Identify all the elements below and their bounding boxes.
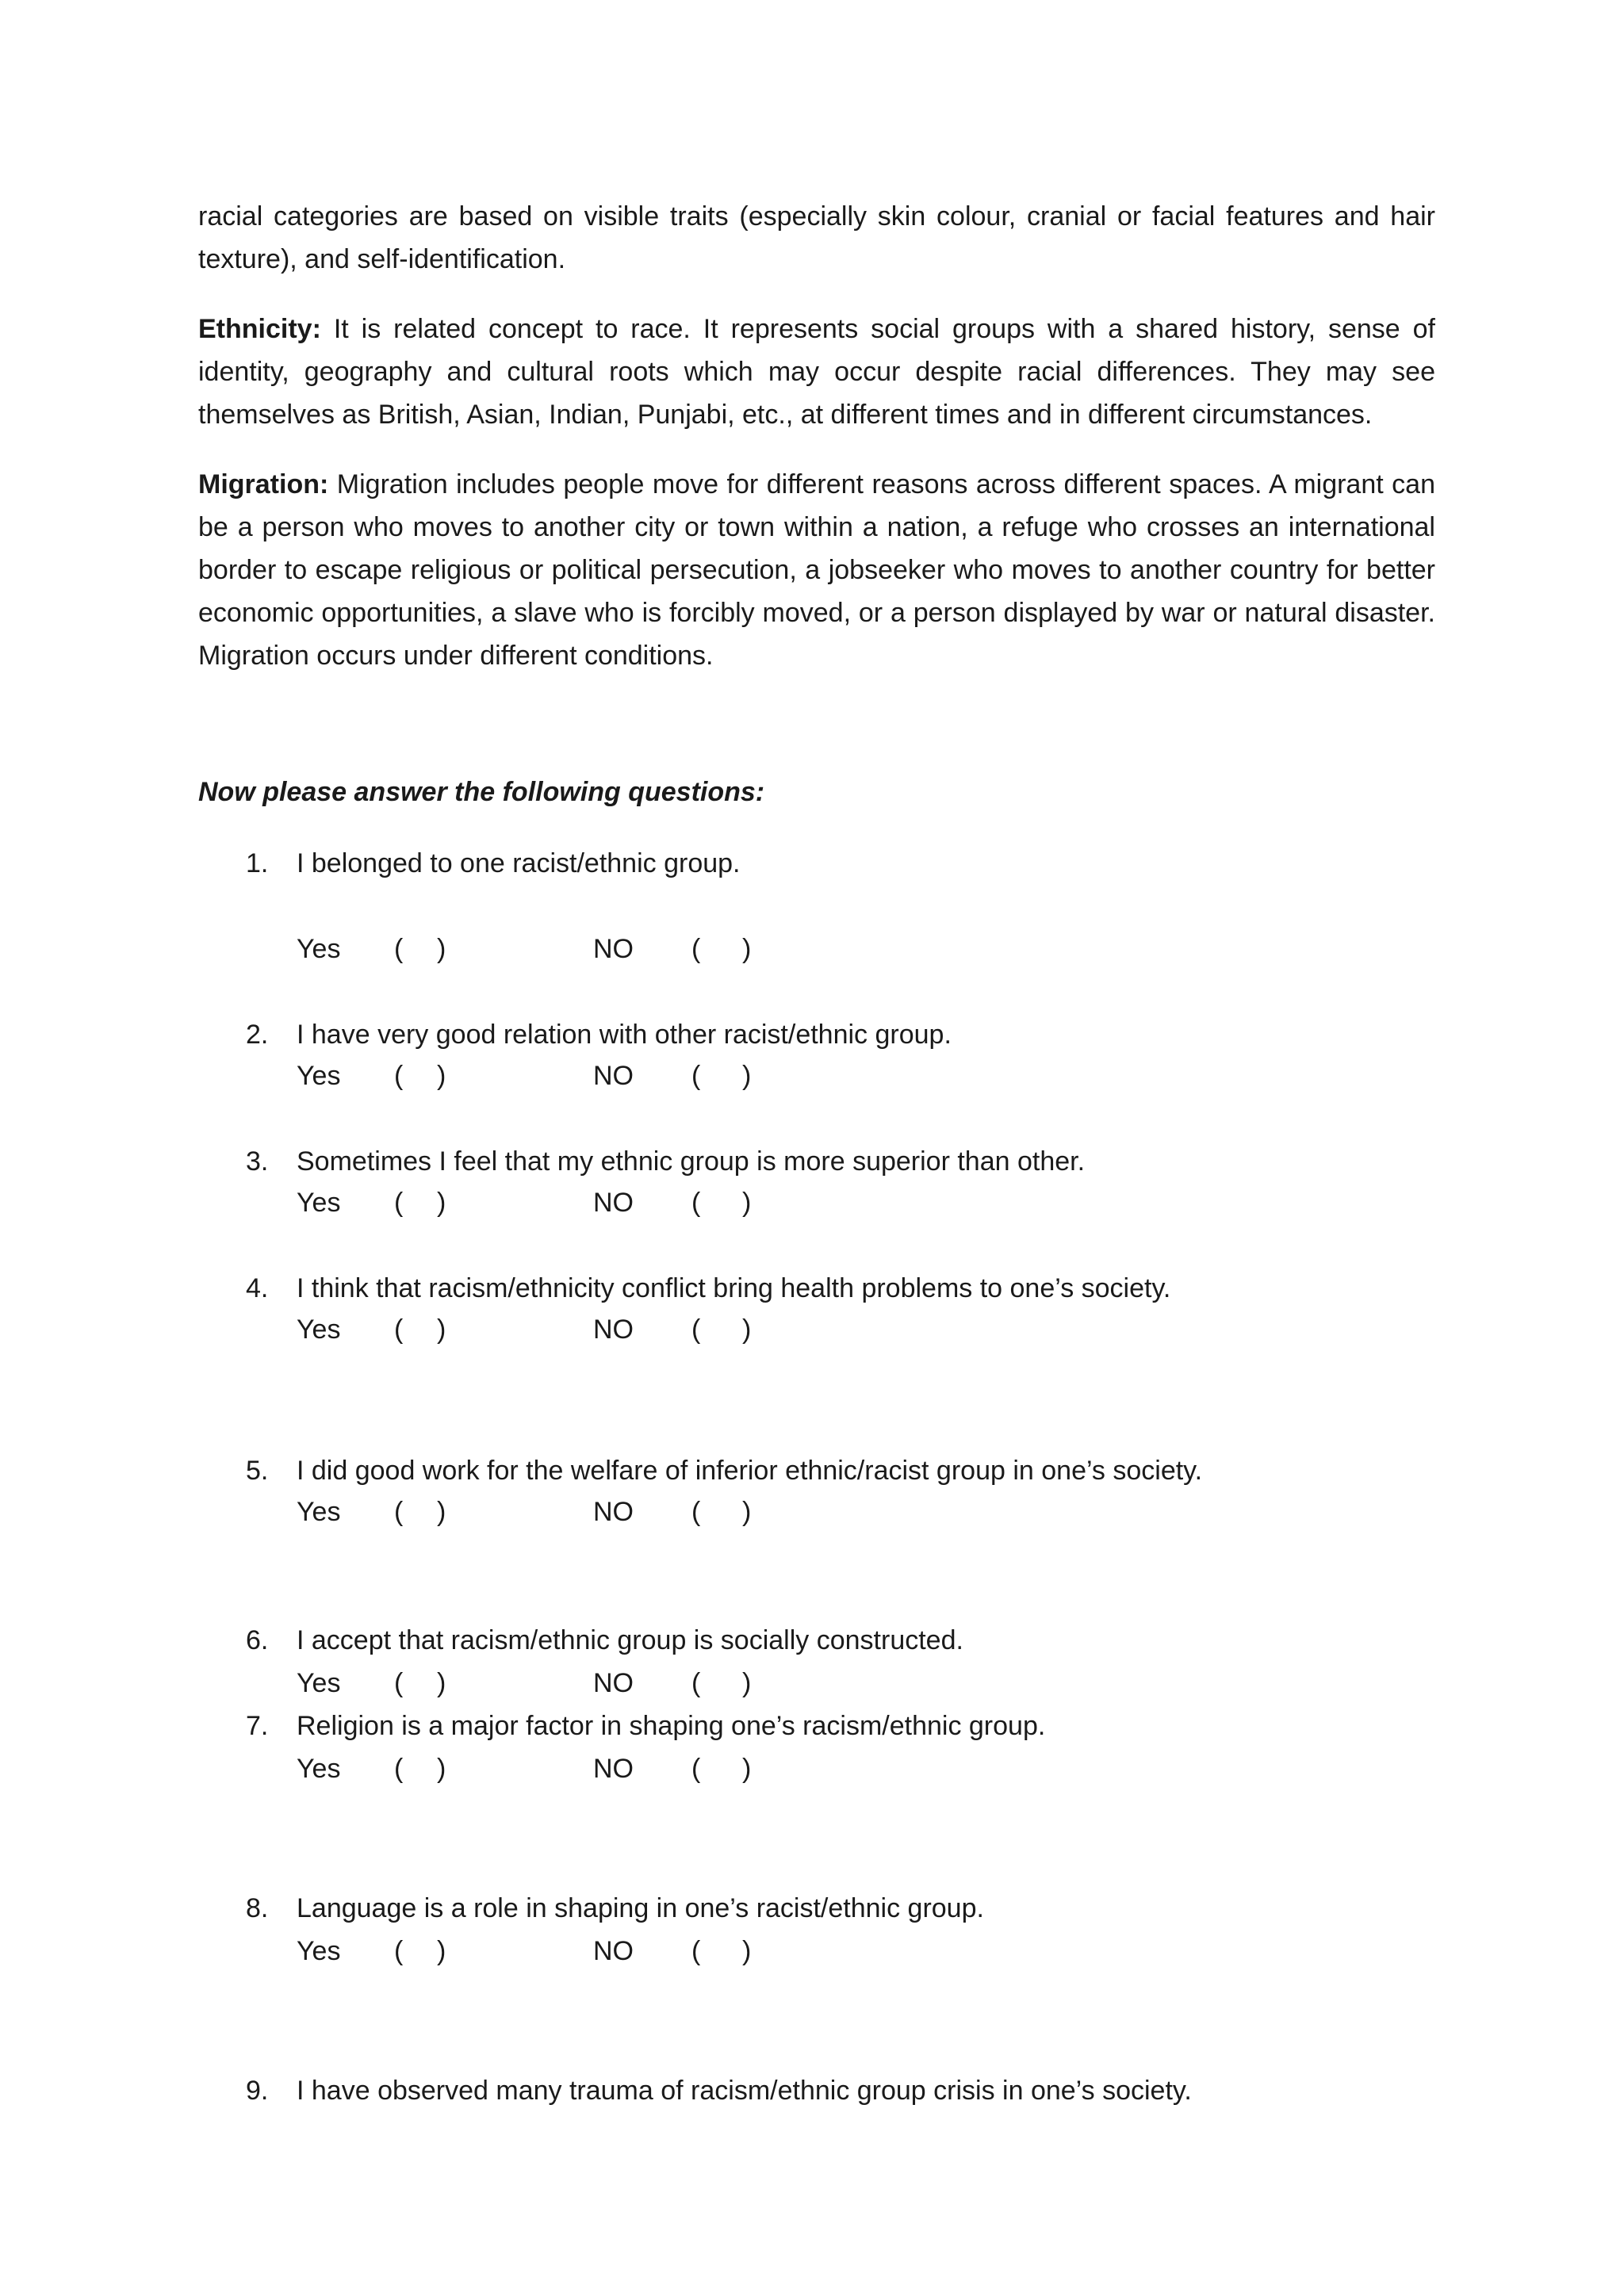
yes-checkbox-open[interactable]: ( <box>394 1314 404 1345</box>
no-checkbox-close[interactable]: ) <box>742 1497 752 1527</box>
yes-checkbox-close[interactable]: ) <box>437 1061 446 1091</box>
no-checkbox-close[interactable]: ) <box>742 1936 752 1966</box>
no-checkbox-close[interactable]: ) <box>742 1668 752 1698</box>
no-label: NO <box>593 1668 634 1698</box>
migration-text: Migration includes people move for different reasons across different spaces. A migrant can be a person who moves to another city or town within a nation, a refuge who crosses an international border to escape religious or political persecution, a jobseeker who moves to another country for better economic opportunities, a slave who is forcibly moved, or a person displayed by war or natural disaster. Migration occurs under different conditions. <box>198 469 1435 671</box>
yes-label: Yes <box>297 1061 341 1091</box>
question-text: I have observed many trauma of racism/ethnic group crisis in one’s society. <box>297 2076 1192 2106</box>
race-definition-continuation <box>198 195 1435 281</box>
yes-label: Yes <box>297 1497 341 1527</box>
migration-label: Migration: <box>198 469 329 499</box>
no-label: NO <box>593 1497 634 1527</box>
no-label: NO <box>593 1314 634 1345</box>
yes-label: Yes <box>297 1188 341 1218</box>
yes-label: Yes <box>297 1314 341 1345</box>
instruction-heading: Now please answer the following questions: <box>198 777 765 807</box>
yes-checkbox-close[interactable]: ) <box>437 1497 446 1527</box>
yes-checkbox-open[interactable]: ( <box>394 1754 404 1784</box>
question-number: 2. <box>246 1020 269 1050</box>
no-label: NO <box>593 1936 634 1966</box>
no-checkbox-open[interactable]: ( <box>691 1936 701 1966</box>
yes-label: Yes <box>297 1936 341 1966</box>
no-label: NO <box>593 1061 634 1091</box>
no-checkbox-open[interactable]: ( <box>691 934 701 964</box>
question-number: 3. <box>246 1146 269 1177</box>
question-number: 1. <box>246 848 269 878</box>
migration-definition <box>198 463 1435 677</box>
no-label: NO <box>593 934 634 964</box>
question-text: I belonged to one racist/ethnic group. <box>297 848 741 878</box>
question-number: 9. <box>246 2076 269 2106</box>
question-number: 8. <box>246 1893 269 1923</box>
no-checkbox-open[interactable]: ( <box>691 1668 701 1698</box>
yes-checkbox-close[interactable]: ) <box>437 1754 446 1784</box>
no-checkbox-close[interactable]: ) <box>742 1061 752 1091</box>
no-checkbox-close[interactable]: ) <box>742 934 752 964</box>
question-text: I did good work for the welfare of inferior ethnic/racist group in one’s society. <box>297 1456 1203 1486</box>
no-checkbox-open[interactable]: ( <box>691 1188 701 1218</box>
ethnicity-label: Ethnicity: <box>198 314 321 344</box>
no-label: NO <box>593 1754 634 1784</box>
question-text: Religion is a major factor in shaping one’s racism/ethnic group. <box>297 1711 1046 1741</box>
no-checkbox-open[interactable]: ( <box>691 1497 701 1527</box>
question-number: 6. <box>246 1625 269 1655</box>
yes-checkbox-open[interactable]: ( <box>394 1668 404 1698</box>
question-text: I accept that racism/ethnic group is socially constructed. <box>297 1625 963 1655</box>
no-checkbox-close[interactable]: ) <box>742 1314 752 1345</box>
yes-checkbox-open[interactable]: ( <box>394 1061 404 1091</box>
no-label: NO <box>593 1188 634 1218</box>
question-text: I think that racism/ethnicity conflict bring health problems to one’s society. <box>297 1273 1171 1303</box>
race-text: racial categories are based on visible traits (especially skin colour, cranial or facial features and hair texture), and self-identification. <box>198 201 1435 274</box>
yes-checkbox-close[interactable]: ) <box>437 934 446 964</box>
ethnicity-text: It is related concept to race. It represents social groups with a shared history, sense of identity, geography and cultural roots which may occur despite racial differences. They may see themselves as British, Asian, Indian, Punjabi, etc., at different times and in different circumstances. <box>198 314 1435 430</box>
yes-checkbox-close[interactable]: ) <box>437 1314 446 1345</box>
question-text: Language is a role in shaping in one’s racist/ethnic group. <box>297 1893 984 1923</box>
no-checkbox-close[interactable]: ) <box>742 1754 752 1784</box>
question-text: Sometimes I feel that my ethnic group is more superior than other. <box>297 1146 1086 1177</box>
yes-label: Yes <box>297 934 341 964</box>
yes-checkbox-open[interactable]: ( <box>394 1497 404 1527</box>
question-number: 7. <box>246 1711 269 1741</box>
yes-label: Yes <box>297 1754 341 1784</box>
question-number: 5. <box>246 1456 269 1486</box>
question-number: 4. <box>246 1273 269 1303</box>
yes-checkbox-close[interactable]: ) <box>437 1936 446 1966</box>
question-text: I have very good relation with other racist/ethnic group. <box>297 1020 952 1050</box>
yes-checkbox-close[interactable]: ) <box>437 1668 446 1698</box>
no-checkbox-open[interactable]: ( <box>691 1061 701 1091</box>
yes-checkbox-close[interactable]: ) <box>437 1188 446 1218</box>
yes-checkbox-open[interactable]: ( <box>394 1188 404 1218</box>
ethnicity-definition <box>198 308 1435 436</box>
yes-checkbox-open[interactable]: ( <box>394 934 404 964</box>
no-checkbox-open[interactable]: ( <box>691 1314 701 1345</box>
yes-checkbox-open[interactable]: ( <box>394 1936 404 1966</box>
no-checkbox-open[interactable]: ( <box>691 1754 701 1784</box>
no-checkbox-close[interactable]: ) <box>742 1188 752 1218</box>
yes-label: Yes <box>297 1668 341 1698</box>
